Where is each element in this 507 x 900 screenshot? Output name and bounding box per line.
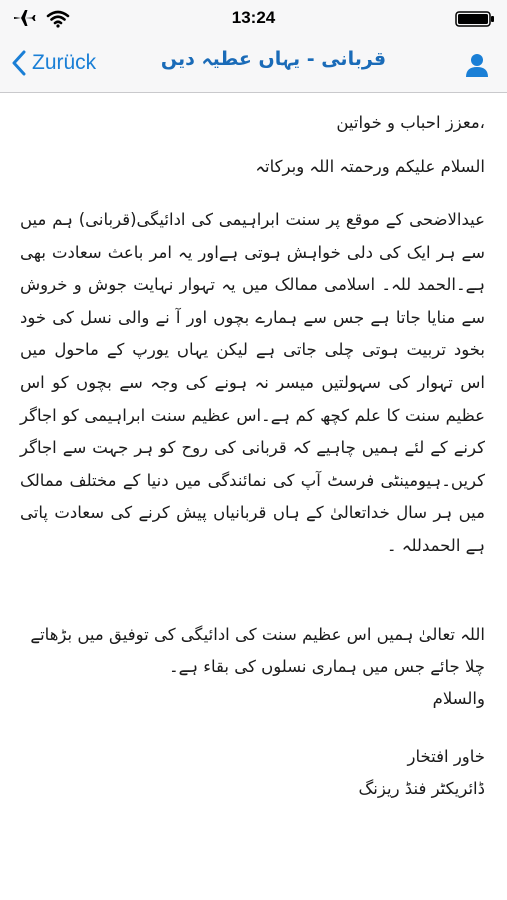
status-bar bbox=[0, 0, 507, 36]
top-bar bbox=[0, 0, 507, 93]
sign-off: والسلام bbox=[432, 688, 485, 708]
spacer bbox=[20, 563, 485, 619]
back-button[interactable] bbox=[10, 48, 96, 78]
greeting: السلام علیکم ورحمتہ اللہ وبرکاتہ bbox=[255, 157, 485, 176]
back-label: Zurück bbox=[32, 51, 97, 74]
signatory-title: ڈائریکٹر فنڈ ریزنگ bbox=[358, 778, 485, 798]
person-icon[interactable] bbox=[463, 51, 491, 79]
signatory-name: خاور افتخار bbox=[407, 746, 485, 766]
letter-body: عیدالاضحی کے موقع پر سنت ابراہیمی کی ادائیگی(قربانی) ہم میں سے ہر ایک کی دلی خواہش ہوتی ہےاور یہ امر باعث سعادت بھی ہے۔الحمد للہ۔ اسلامی ممالک میں یہ تہوار نہایت جوش و خروش سے منایا جاتا ہے جس سے ہمارے بچوں اور آ نے والی نسل کی خود بخود تربیت ہوتی چلی جاتی ہے لیکن یہاں یورپ کے ماحول میں اس تہوار کی سہولتیں میسر نہ ہونے کی وجہ سے بچوں کو اس عظیم سنت کا علم کچھ کم ہے۔اس عظیم سنت ابراہیمی کو اجاگر کرنے کے لئے ہمیں چاہیے کہ قربانی کی روح کو ہر جہت سے اجاگر کریں۔ہیومینٹی فرسٹ آپ کی نمائندگی میں دنیا کے مختلف ممالک میں ہر سال خداتعالیٰ کے ہاں قربانیاں پیش کرنے کی سعادت پاتی ہے الحمدللہ ۔ bbox=[20, 210, 485, 555]
status-time: 13:24 bbox=[231, 8, 276, 27]
closing-prayer: اللہ تعالیٰ ہمیں اس عظیم سنت کی ادائیگی کی توفیق میں بڑھاتے چلا جائے جس میں ہماری نسلوں کی بقاء ہے۔ bbox=[30, 624, 485, 676]
chevron-left-icon bbox=[10, 50, 28, 76]
letter-content bbox=[20, 108, 485, 805]
page-title: قربانی - یہاں عطیہ دیں bbox=[160, 48, 387, 70]
navigation-bar bbox=[0, 40, 507, 86]
battery-icon bbox=[455, 11, 495, 27]
salutation: ،معزز احباب و خواتین bbox=[336, 113, 485, 132]
